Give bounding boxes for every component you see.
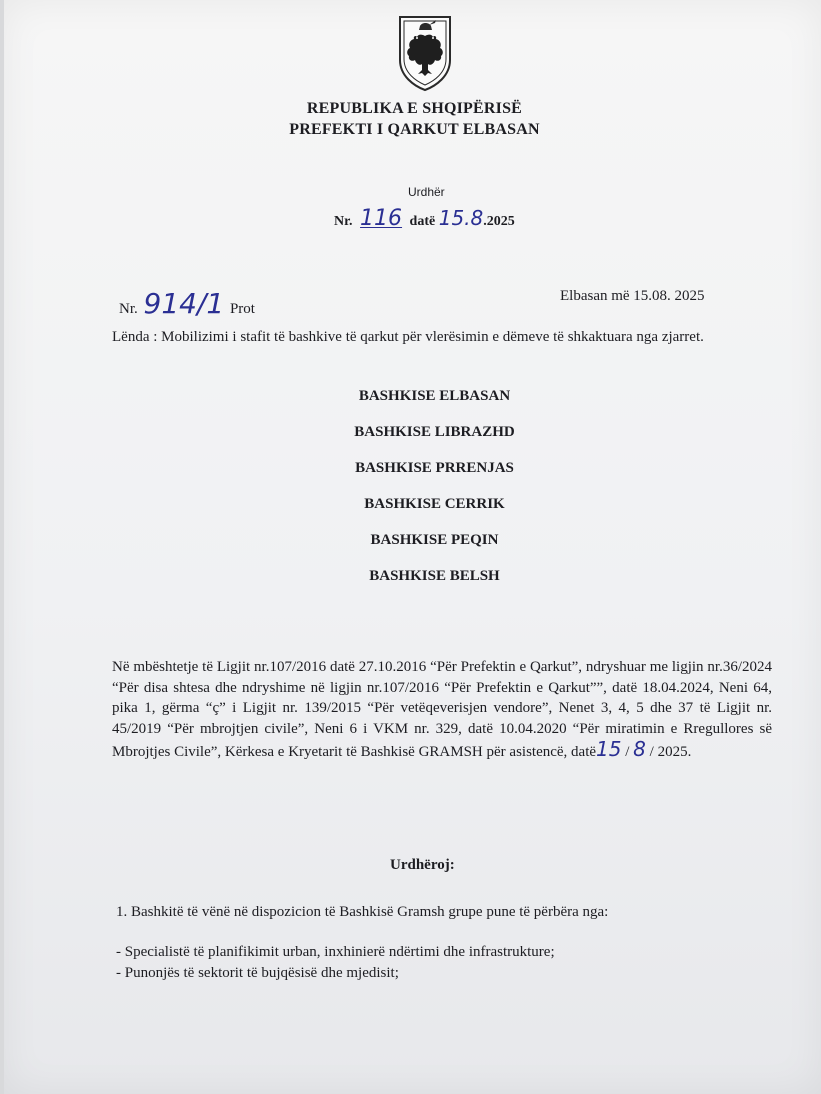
legal-basis-paragraph [112,657,772,763]
date-separator: / [621,744,634,760]
recipient: BASHKISE PEQIN [370,532,499,548]
order-item-1: 1. Bashkitë të vënë në dispozicion të Bashkisë Gramsh grupe pune të përbëra nga: [116,904,609,920]
albania-eagle-emblem [396,14,454,92]
document-page [4,0,821,1094]
list-item: - Specialistë të planifikimit urban, inxhinierë ndërtimi dhe infrastrukture; [116,944,555,960]
subject-line: Lënda : Mobilizimi i stafit të bashkive të qarkut për vlerësimin e dëmeve të shkaktuara nga zjarret. [112,329,704,345]
order-nr-label: Nr. [334,214,353,229]
protocol-prot-label: Prot [229,301,255,317]
recipient: BASHKISE ELBASAN [358,388,511,404]
order-nr-handwritten: 116 [360,206,403,231]
protocol-nr-label: Nr. [119,301,138,317]
header-republic: REPUBLIKA E SHQIPËRISË [306,100,523,117]
request-year: / 2025. [645,744,692,760]
order-bullets [116,942,555,984]
recipient: BASHKISE LIBRAZHD [354,424,515,440]
legal-basis-text: Në mbështetje të Ligjit nr.107/2016 datë 27.10.2016 “Për Prefektin e Qarkut”, ndryshuar me ligjin nr.36/2024 “Për disa shtesa dhe ndryshime në ligjin nr.107/2016 “Për Prefektin e Qarkut””, datë 18.04.2024, Neni 64, pika 1, gërma “ç” i Ligjit nr. 139/2015 “Për vetëqeverisjen vendore”, Nenet 3, 4, 5 dhe 37 të Ligjit nr. 45/2019 “Për mbrojtjen civile”, Neni 6 i VKM nr. 329, datë 10.04.2020 “Për miratimin e Rregullores së Mbrojtjes Civile”, Kërkesa e Kryetarit të Bashkisë GRAMSH për asistencë, datë [112,659,772,760]
order-date-label: datë [409,214,436,229]
order-number-line [334,206,515,231]
request-day-handwritten: 15 [596,737,622,761]
recipient: BASHKISE PRRENJAS [355,460,514,476]
recipient: BASHKISE BELSH [369,568,500,584]
order-title: Urdhëroj: [390,857,455,873]
place-date: Elbasan më 15.08. 2025 [560,288,705,304]
request-month-handwritten: 8 [633,737,646,761]
order-year: .2025 [483,214,515,229]
recipient: BASHKISE CERRIK [364,496,505,512]
list-item: - Punonjës të sektorit të bujqësisë dhe mjedisit; [116,965,399,981]
protocol-nr-handwritten: 914/1 [143,287,225,320]
order-date-handwritten: 15.8 [438,206,484,230]
protocol-line [119,287,255,320]
header-prefecture: PREFEKTI I QARKUT ELBASAN [289,121,540,138]
recipient-list [4,386,821,602]
order-type-label: Urdhër [408,185,445,199]
